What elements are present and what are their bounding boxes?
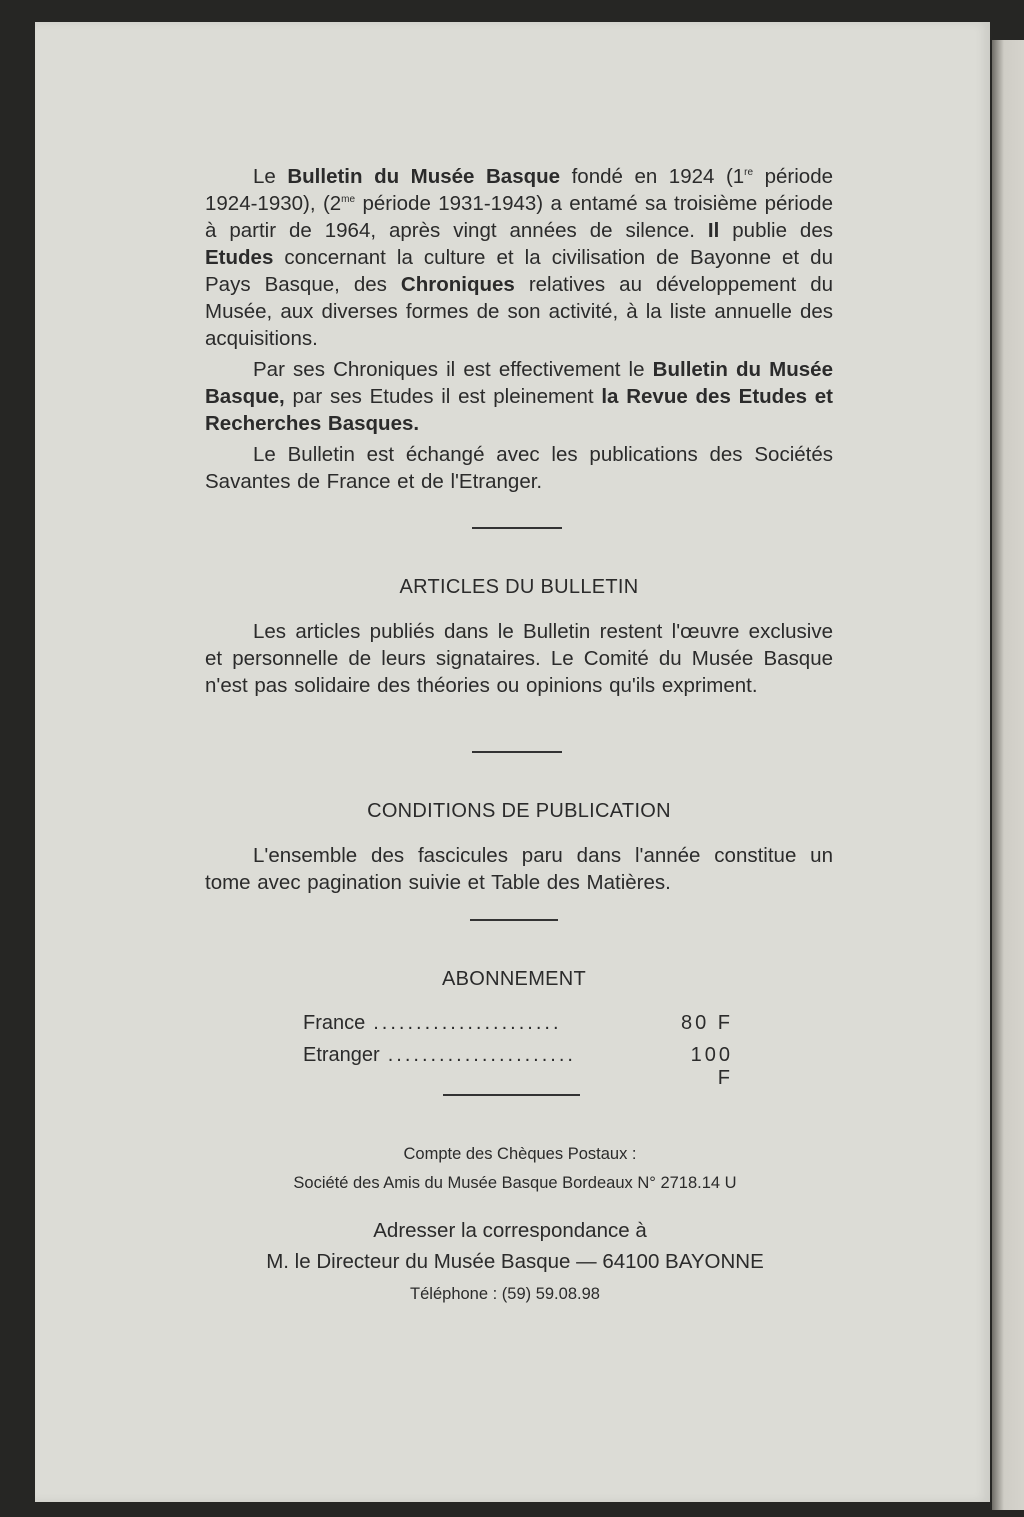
- price-row-france: [303, 1012, 733, 1035]
- bold-text: Chroniques: [400, 273, 515, 296]
- conditions-text: [205, 842, 833, 896]
- price-value: 100 F: [690, 1044, 733, 1089]
- abonnement-heading: ABONNEMENT: [441, 968, 587, 990]
- text-run: période 1931-1943) a entamé sa troisième période à partir de 1964, après vingt années de silence.: [205, 192, 833, 242]
- price-row-etranger: [303, 1044, 733, 1090]
- leader-dots: ......................: [387, 1044, 576, 1066]
- intro-paragraph-1: [205, 163, 833, 352]
- phone-number: Téléphone : (59) 59.08.98: [410, 1285, 600, 1303]
- divider: [443, 1094, 580, 1096]
- bold-text: Bulletin du Musée Basque,: [205, 358, 833, 408]
- bold-text: Il: [707, 219, 720, 242]
- divider: [472, 527, 562, 529]
- price-label: Etranger: [303, 1044, 380, 1066]
- text-run: Par ses Chroniques il est effectivement le: [253, 358, 653, 381]
- price-value: 80 F: [680, 1012, 733, 1034]
- text-run: période 1924-1930), (2: [205, 165, 834, 215]
- superscript: re: [744, 167, 754, 179]
- text-run: relatives au développement du Musée, aux diverses formes de son activité, à la liste annuelle des acquisitions.: [205, 273, 833, 350]
- divider: [472, 751, 562, 753]
- leader-dots: ......................: [373, 1012, 562, 1034]
- divider: [470, 919, 558, 921]
- superscript: me: [341, 194, 356, 206]
- ccp-title: Compte des Chèques Postaux :: [403, 1145, 637, 1163]
- bold-text: Bulletin du Musée Basque: [287, 165, 561, 188]
- articles-heading: ARTICLES DU BULLETIN: [399, 576, 639, 598]
- text-run: par ses Etudes il est pleinement: [284, 385, 602, 408]
- text-run: L'ensemble des fascicules paru dans l'année constitue un tome avec pagination suivie et Table des Matières.: [205, 844, 833, 894]
- text-run: publie des: [719, 219, 833, 242]
- address-line-1: Adresser la correspondance à: [373, 1219, 647, 1242]
- bold-text: Etudes: [205, 246, 274, 269]
- next-page-edge: [992, 40, 1024, 1510]
- text-run: Le: [253, 165, 288, 188]
- ccp-detail: Société des Amis du Musée Basque Bordeaux N° 2718.14 U: [293, 1174, 737, 1192]
- address-line-2: M. le Directeur du Musée Basque — 64100 BAYONNE: [266, 1250, 764, 1273]
- intro-paragraph-2: [205, 356, 833, 437]
- conditions-heading: CONDITIONS DE PUBLICATION: [367, 800, 671, 822]
- text-run: Le Bulletin est échangé avec les publications des Sociétés Savantes de France et de l'Etranger.: [205, 443, 833, 493]
- bold-text: la Revue des Etudes et Recherches Basques.: [205, 385, 834, 435]
- price-label: France: [303, 1012, 366, 1034]
- intro-paragraph-3: [205, 441, 833, 495]
- text-run: concernant la culture et la civilisation de Bayonne et du Pays Basque, des: [205, 246, 833, 296]
- articles-text: [205, 618, 833, 699]
- text-run: Les articles publiés dans le Bulletin restent l'œuvre exclusive et personnelle de leurs signataires. Le Comité du Musée Basque n'est pas solidaire des théories ou opinions qu'ils expriment.: [205, 620, 833, 697]
- text-run: fondé en 1924 (1: [560, 165, 745, 188]
